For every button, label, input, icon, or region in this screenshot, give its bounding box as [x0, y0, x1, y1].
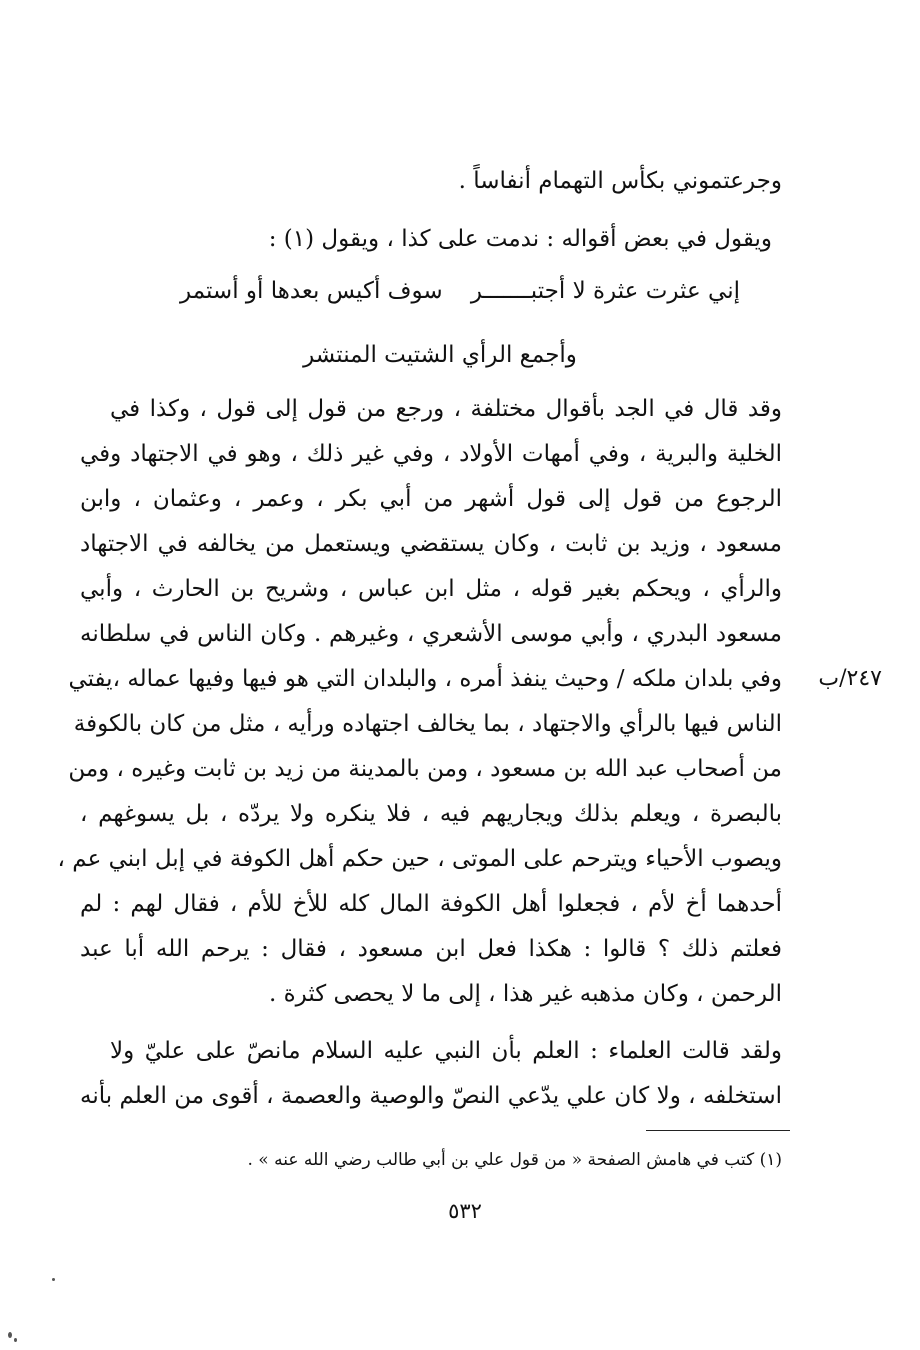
paragraph-line: ولقد قالت العلماء : العلم بأن النبي عليه السلام مانصّ على عليّ ولا	[110, 1038, 782, 1064]
paragraph-line: الرحمن ، وكان مذهبه غير هذا ، إلى ما لا يحصى كثرة .	[268, 981, 782, 1007]
scan-speck	[8, 1332, 12, 1338]
verse-first-hemistich: إني عثرت عثرة لا أجتبـــــــر	[470, 278, 740, 304]
paragraph-line: وفي بلدان ملكه / وحيث ينفذ أمره ، والبلدان التي هو فيها وفيها عماله ،يفتي	[68, 666, 782, 692]
verse-second-hemistich: سوف أكيس بعدها أو أستمر	[180, 278, 443, 304]
footnote-separator	[646, 1130, 790, 1131]
verse-line	[140, 274, 740, 308]
paragraph-line: فعلتم ذلك ؟ قالوا : هكذا فعل ابن مسعود ، فقال : يرحم الله أبا عبد	[80, 936, 782, 962]
paragraph-line: الخلية والبرية ، وفي أمهات الأولاد ، وفي غير ذلك ، وهو في الاجتهاد وفي	[80, 441, 782, 467]
paragraph-line: ويصوب الأحياء ويترحم على الموتى ، حين حكم أهل الكوفة في إبل ابني عم ،	[57, 846, 782, 872]
verse-closing-line: وأجمع الرأي الشتيت المنتشر	[303, 342, 577, 368]
paragraph-line: أحدهما أخ لأم ، فجعلوا أهل الكوفة المال كله للأخ للأم ، فقال لهم : لم	[80, 891, 782, 917]
scan-speck	[14, 1338, 17, 1342]
paragraph-line: وقد قال في الجد بأقوال مختلفة ، ورجع من قول إلى قول ، وكذا في	[110, 396, 782, 422]
paragraph-line: مسعود ، وزيد بن ثابت ، وكان يستقضي ويستعمل من يخالفه في الاجتهاد	[80, 531, 782, 557]
paragraph-line: استخلفه ، ولا كان علي يدّعي النصّ والوصية والعصمة ، أقوى من العلم بأنه	[80, 1083, 782, 1109]
footnote: (١) كتب في هامش الصفحة « من قول علي بن أبي طالب رضي الله عنه » .	[247, 1150, 782, 1170]
paragraph-line: من أصحاب عبد الله بن مسعود ، ومن بالمدينة من زيد بن ثابت وغيره ، ومن	[68, 756, 782, 782]
paragraph-line: بالبصرة ، ويعلم بذلك ويجاريهم فيه ، فلا ينكره ولا يردّه ، بل يسوغهم ،	[80, 801, 782, 827]
paragraph-line: والرأي ، ويحكم بغير قوله ، مثل ابن عباس ، وشريح بن الحارث ، وأبي	[80, 576, 782, 602]
paragraph-line: الرجوع من قول إلى قول أشهر من أبي بكر ، وعمر ، وعثمان ، وابن	[80, 486, 782, 512]
scan-speck	[52, 1278, 55, 1281]
manuscript-folio-marker: ٢٤٧/ب	[818, 666, 882, 691]
paragraph-line: مسعود البدري ، وأبي موسى الأشعري ، وغيرهم . وكان الناس في سلطانه	[80, 621, 782, 647]
paragraph-line: الناس فيها بالرأي والاجتهاد ، بما يخالف اجتهاده ورأيه ، مثل من كان بالكوفة	[73, 711, 782, 737]
verse-intro-line: ويقول في بعض أقواله : ندمت على كذا ، ويقول (١) :	[268, 226, 772, 252]
page-number: ٥٣٢	[448, 1199, 482, 1223]
opening-line: وجرعتموني بكأس التهمام أنفاساً .	[458, 168, 782, 194]
